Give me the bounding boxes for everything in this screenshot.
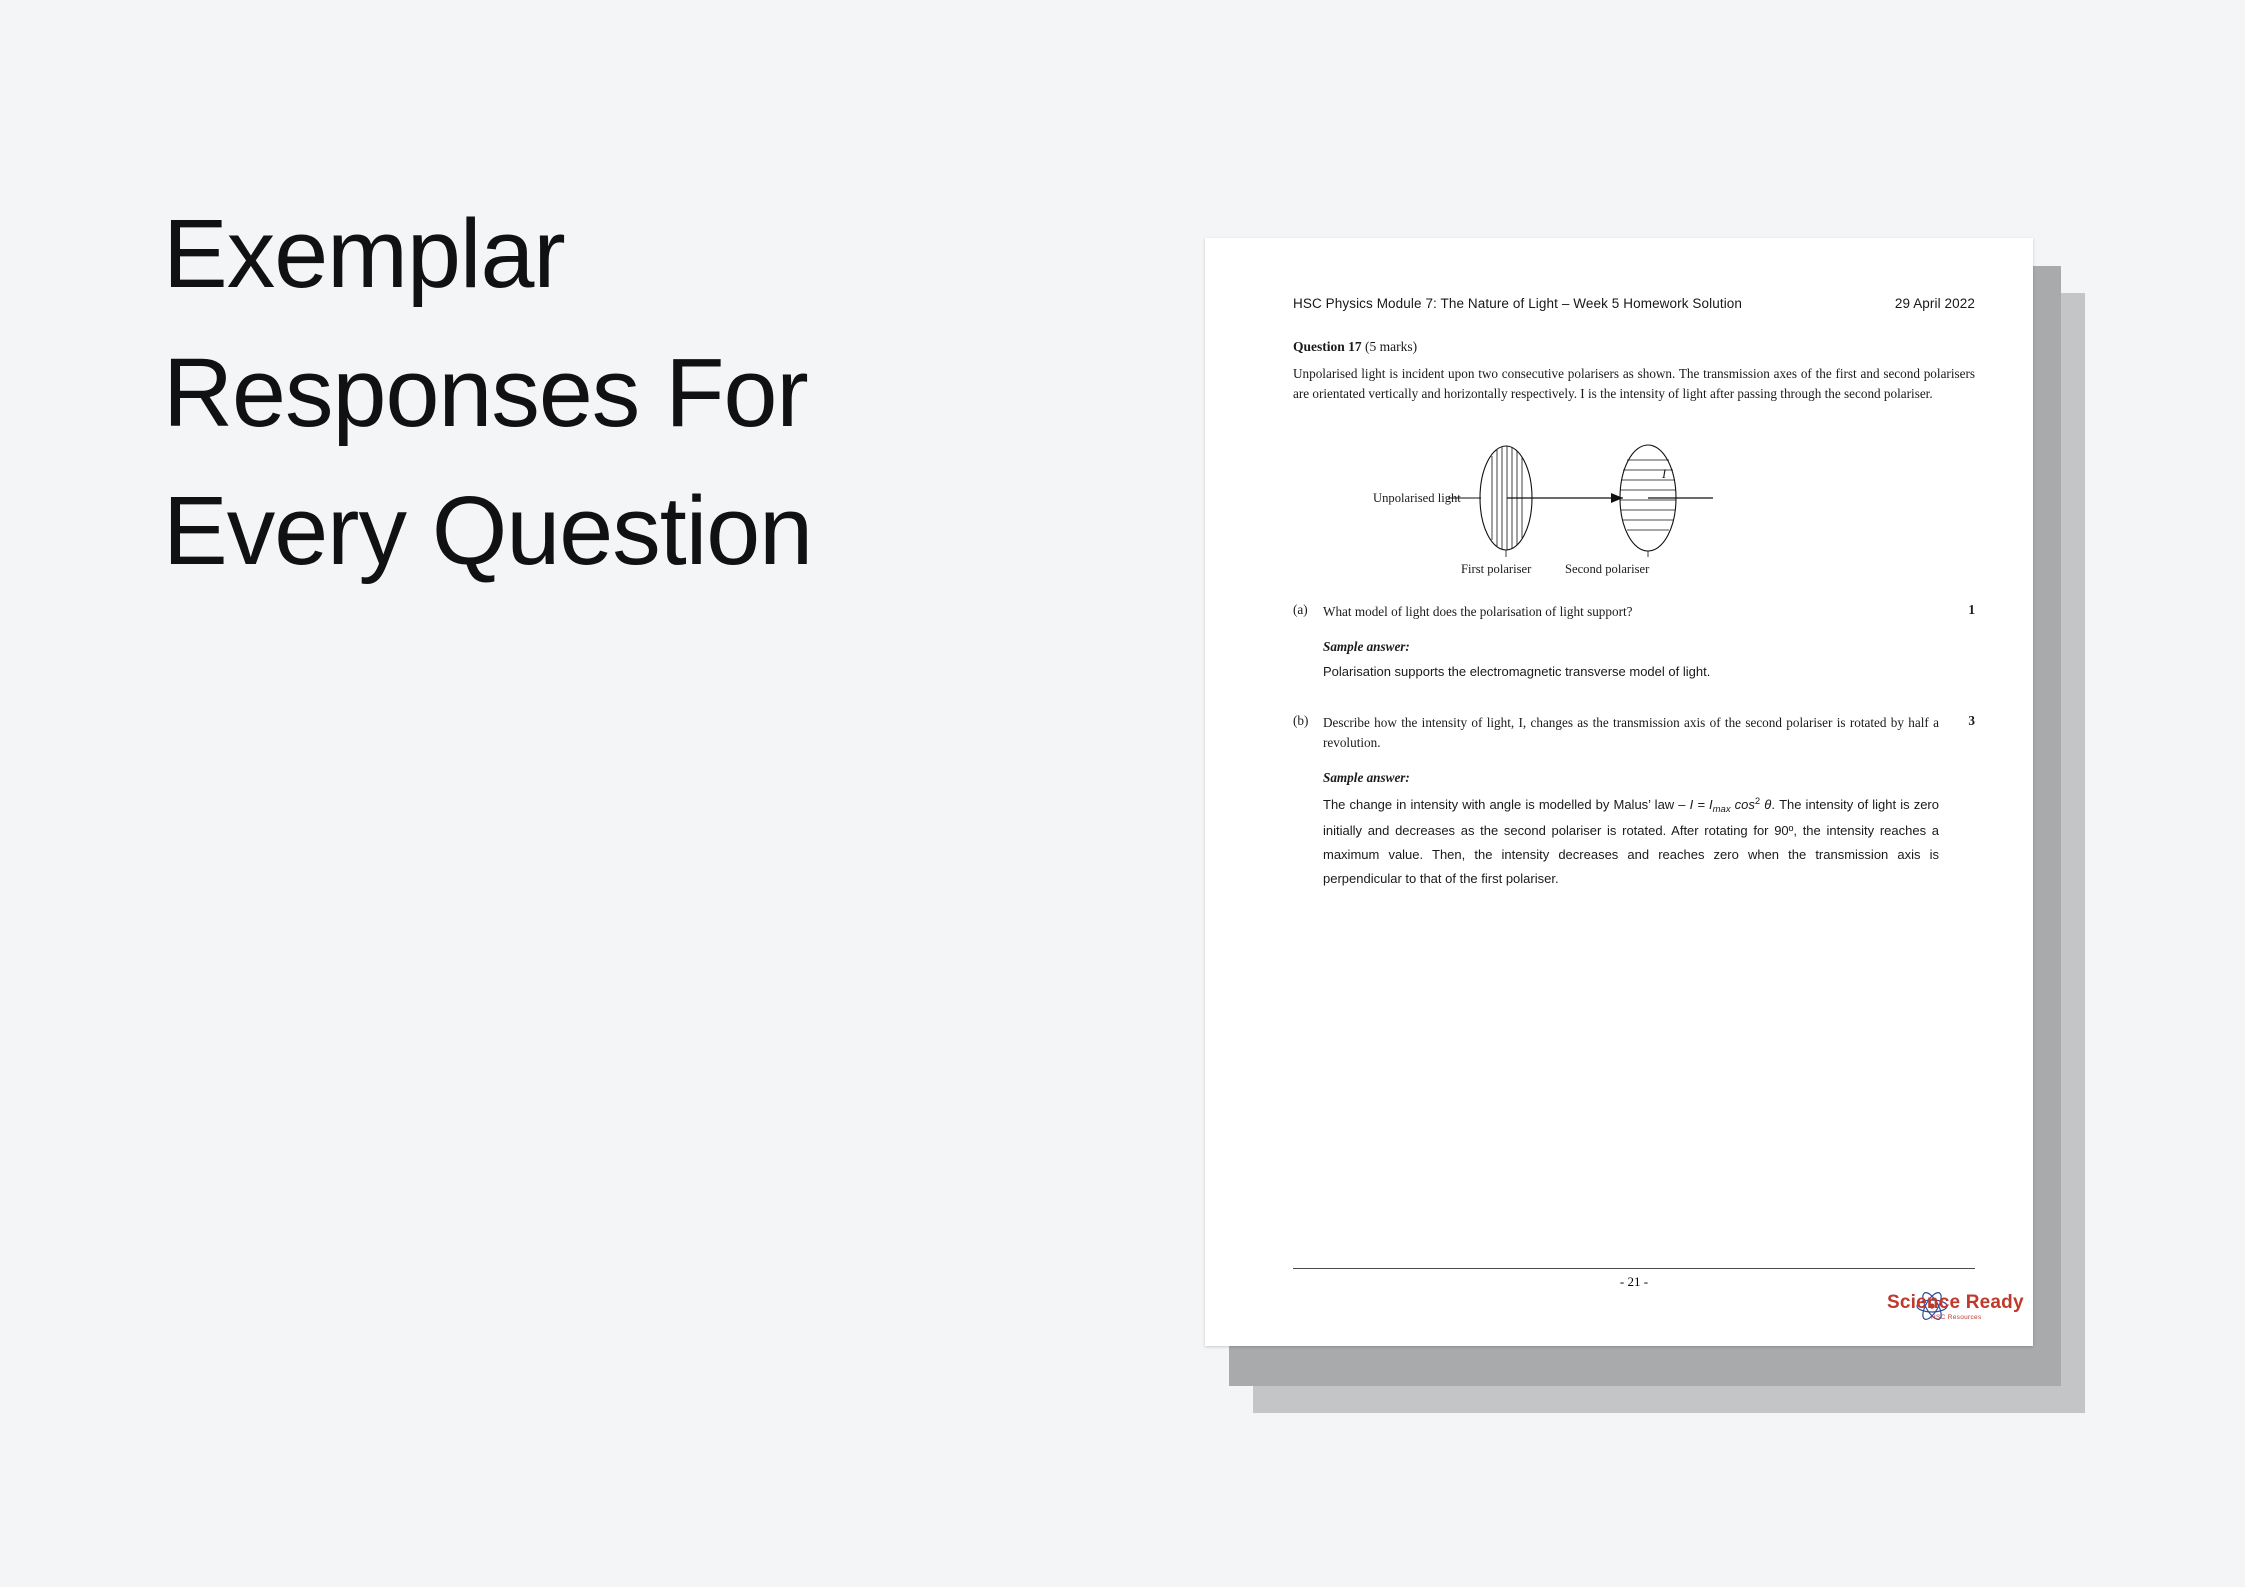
question-part-a-text: What model of light does the polarisation of light support?: [1323, 603, 1633, 619]
diagram-label-first-polariser: First polariser: [1461, 561, 1532, 576]
sample-answer-b-formula-sub: max: [1712, 804, 1731, 816]
document-header: [1293, 296, 1975, 311]
question-heading: [1293, 339, 1975, 355]
question-number: Question 17: [1293, 339, 1362, 354]
polariser-diagram-svg: [1293, 419, 1773, 584]
question-part-b: [1293, 713, 1975, 754]
page-number: - 21 -: [1619, 1274, 1649, 1289]
document-header-date: 29 April 2022: [1894, 296, 1975, 311]
question-marks-note: (5 marks): [1365, 339, 1418, 354]
sample-answer-text-a: Polarisation supports the electromagnetic transverse model of light.: [1323, 664, 1711, 680]
document-preview-stack: [1205, 238, 2085, 1413]
footer-divider: [1293, 1268, 1975, 1269]
sample-answer-label-b: Sample answer:: [1323, 770, 1410, 786]
brand-name: Science Ready: [1887, 1292, 2024, 1313]
diagram-label-intensity: I: [1662, 466, 1667, 481]
page-title-line-3: Every Question: [163, 476, 813, 586]
question-part-a: [1293, 602, 1975, 622]
question-part-b-text: Describe how the intensity of light, I, changes as the transmission axis of the second polariser is rotated by half a revolution.: [1323, 714, 1939, 750]
question-stem: Unpolarised light is incident upon two consecutive polarisers as shown. The transmission axes of the first and second polarisers are orientated vertically and horizontally respectively. I is the intensity of light after passing through the second polariser.: [1293, 366, 1975, 402]
sample-answer-label-a: Sample answer:: [1323, 639, 1410, 655]
document-header-title: HSC Physics Module 7: The Nature of Light – Week 5 Homework Solution: [1293, 296, 1743, 311]
brand-logo: [1867, 1280, 2024, 1332]
sample-answer-text-b: [1323, 793, 1939, 891]
page-title: [163, 185, 1003, 601]
document-page: [1205, 238, 2033, 1346]
sample-answer-b-formula-sup: 2: [1754, 796, 1761, 808]
polariser-diagram: [1293, 419, 1975, 584]
sample-answer-b-post: . The intensity of light is zero initially and decreases as the second polariser is rotated. After rotating for 90º, the intensity reaches a maximum value. Then, the intensity decreases and reaches zero when the transmission axis is perpendicular to that of the first polariser.: [1323, 797, 1939, 887]
question-part-b-marker: (b): [1293, 712, 1309, 728]
diagram-label-incident: Unpolarised light: [1373, 490, 1461, 505]
page-title-line-2: Responses For: [163, 337, 808, 447]
sample-answer-b-pre: The change in intensity with angle is modelled by Malus’ law –: [1323, 797, 1686, 813]
sample-answer-b-formula-cos: cos: [1730, 797, 1755, 813]
question-part-a-marker: (a): [1293, 601, 1308, 617]
brand-tagline: HSC Resources: [1931, 1314, 1982, 1321]
sample-answer-b-formula-theta: θ: [1760, 797, 1772, 813]
diagram-label-second-polariser: Second polariser: [1565, 561, 1650, 576]
sample-answer-b-formula: I = I: [1689, 797, 1713, 813]
question-part-b-marks: 3: [1968, 712, 1975, 728]
page-title-line-1: Exemplar: [163, 199, 565, 308]
question-part-a-marks: 1: [1968, 601, 1975, 617]
